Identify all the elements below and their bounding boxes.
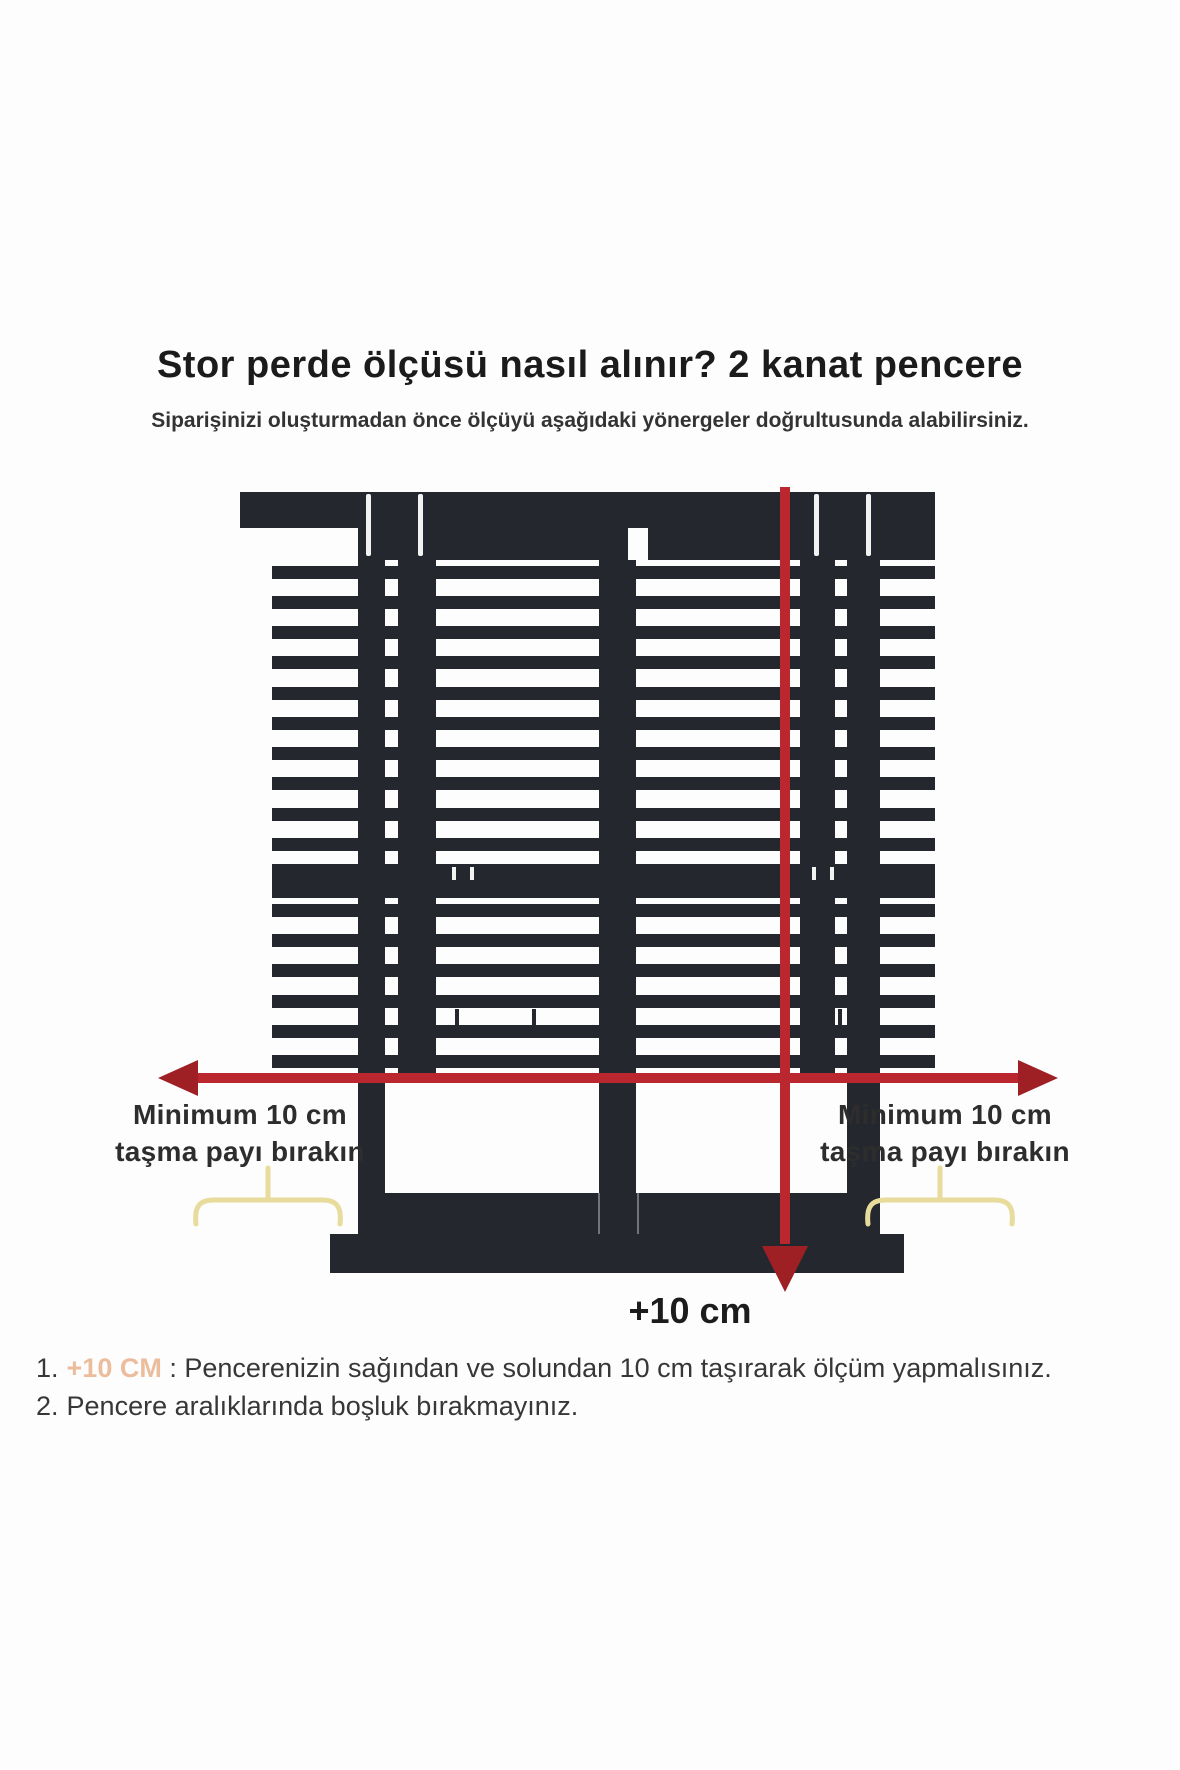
window-transom bbox=[272, 864, 935, 898]
instruction-item-1 bbox=[36, 1349, 1160, 1387]
right-overhang-label-line1: Minimum 10 cm bbox=[838, 1099, 1052, 1130]
instruction-1-separator: : bbox=[161, 1353, 185, 1383]
right-overhang-bracket bbox=[868, 1168, 1013, 1224]
instruction-1-number: 1. bbox=[36, 1353, 59, 1383]
window-bottom-rail bbox=[358, 1193, 880, 1234]
page-title: Stor perde ölçüsü nasıl alınır? 2 kanat pencere bbox=[156, 344, 1024, 386]
instruction-1-text: Pencerenizin sağından ve solundan 10 cm taşırarak ölçüm yapmalısınız. bbox=[184, 1353, 1052, 1383]
instruction-2-number: 2. bbox=[36, 1391, 59, 1421]
page-subtitle: Siparişinizi oluşturmadan önce ölçüyü aşağıdaki yönergeler doğrultusunda alabilirsiniz. bbox=[151, 409, 1029, 432]
arrow-left-head-icon bbox=[158, 1060, 198, 1096]
left-overhang-label-line1: Minimum 10 cm bbox=[133, 1099, 347, 1130]
left-overhang-bracket bbox=[196, 1168, 341, 1224]
arrow-right-head-icon bbox=[1018, 1060, 1058, 1096]
right-overhang-label-line2: taşma payı bırakın bbox=[820, 1136, 1070, 1167]
blind-headrail bbox=[240, 492, 935, 560]
left-overhang-label-line2: taşma payı bırakın bbox=[115, 1136, 365, 1167]
window-sill bbox=[330, 1234, 904, 1273]
instruction-2-text: Pencere aralıklarında boşluk bırakmayınız. bbox=[66, 1391, 579, 1421]
height-extra-label: +10 cm bbox=[628, 1290, 752, 1331]
left-overhang-label bbox=[85, 1096, 395, 1170]
right-overhang-label bbox=[790, 1096, 1100, 1170]
instruction-item-2 bbox=[36, 1387, 1160, 1425]
instruction-1-highlight: +10 CM bbox=[66, 1353, 162, 1383]
instructions bbox=[36, 1349, 1160, 1425]
